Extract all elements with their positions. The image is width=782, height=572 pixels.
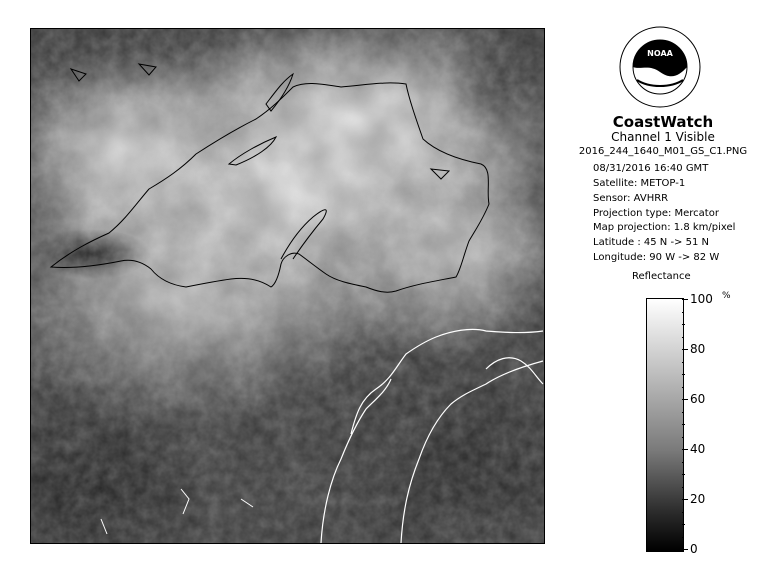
svg-text:NOAA: NOAA <box>647 49 673 58</box>
channel-label: Channel 1 Visible <box>611 130 715 144</box>
datetime-label: 08/31/2016 16:40 GMT <box>593 163 709 174</box>
colorbar-tick <box>682 312 684 313</box>
sensor-label: Sensor: AVHRR <box>593 193 669 204</box>
colorbar-tick-label: 40 <box>690 442 706 456</box>
colorbar-tick-label: 100 <box>690 292 713 306</box>
colorbar-tick-label: 0 <box>690 542 698 556</box>
reflectance-colorbar <box>646 298 684 552</box>
noaa-logo <box>619 26 701 108</box>
projection-type-label: Projection type: Mercator <box>593 208 719 219</box>
colorbar-tick <box>682 387 684 388</box>
colorbar-tick <box>682 337 684 338</box>
satellite-label: Satellite: METOP-1 <box>593 178 686 189</box>
app-title: CoastWatch <box>612 113 714 131</box>
colorbar-tick <box>682 324 685 325</box>
colorbar-tick <box>682 512 684 513</box>
colorbar-tick <box>682 362 684 363</box>
colorbar-tick-label: 20 <box>690 492 706 506</box>
satellite-image <box>30 28 545 544</box>
colorbar-tick <box>682 462 684 463</box>
colorbar-tick <box>682 524 685 525</box>
colorbar-tick <box>682 349 688 350</box>
colorbar-tick <box>682 487 684 488</box>
colorbar-tick <box>682 299 688 300</box>
colorbar-label: Reflectance <box>632 271 691 282</box>
noaa-seal-icon <box>619 26 701 108</box>
colorbar-tick <box>682 424 685 425</box>
colorbar-tick <box>682 549 688 550</box>
colorbar-tick <box>682 474 685 475</box>
colorbar-tick-label: 80 <box>690 342 706 356</box>
colorbar-tick <box>682 374 685 375</box>
colorbar-tick <box>682 412 684 413</box>
colorbar-tick <box>682 399 688 400</box>
colorbar-tick <box>682 437 684 438</box>
map-projection-label: Map projection: 1.8 km/pixel <box>593 222 736 233</box>
colorbar-unit: % <box>722 291 731 301</box>
file-name: 2016_244_1640_M01_GS_C1.PNG <box>578 146 748 157</box>
longitude-label: Longitude: 90 W -> 82 W <box>593 252 720 263</box>
colorbar-tick <box>682 449 688 450</box>
satellite-image-svg <box>31 29 544 543</box>
latitude-label: Latitude : 45 N -> 51 N <box>593 237 709 248</box>
colorbar-tick-label: 60 <box>690 392 706 406</box>
colorbar-tick <box>682 537 684 538</box>
colorbar-tick <box>682 499 688 500</box>
